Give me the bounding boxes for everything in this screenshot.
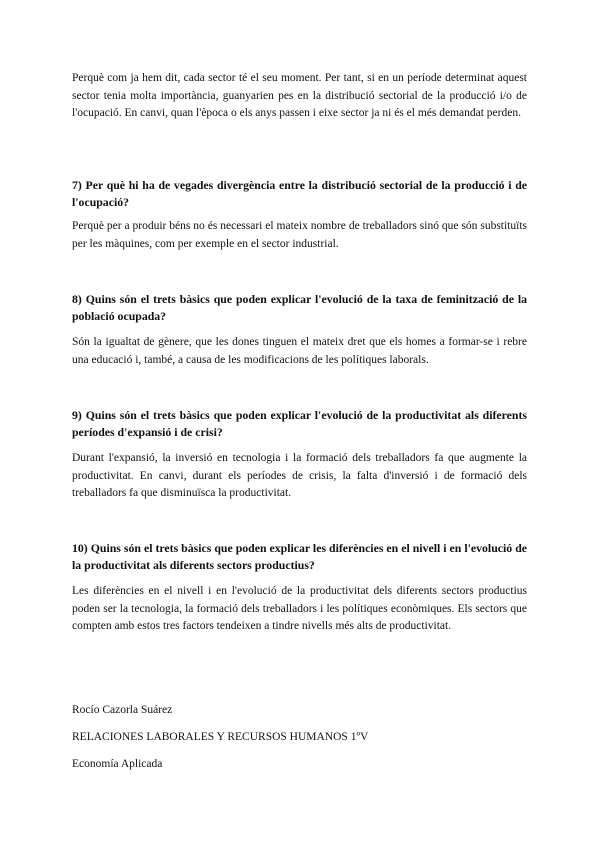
question-9-answer: Durant l'expansió, la inversió en tecnologia i la formació dels treballadors fa que augmente la productivitat. En canvi, durant els períodes de crisis, la falta d'inversió i de formació dels treballadors fa que disminuïsca la productivitat. [72, 452, 527, 499]
question-7-heading: 7) Per què hi ha de vegades divergència entre la distribució sectorial de la producció i de l'ocupació? [72, 178, 527, 209]
author-name: Rocío Cazorla Suárez [72, 704, 173, 716]
intro-answer-paragraph: Perquè com ja hem dit, cada sector té el seu moment. Per tant, si en un període determinat aquest sector tenia molta importància, guanyarien pes en la distribució sectorial de la producció i/o de l'ocupació. En canvi, quan l'època o els anys passen i eixe sector ja ni és el més demandat perden. [72, 72, 527, 119]
question-7-answer: Perquè per a produir béns no és necessari el mateix nombre de treballadors sinó que són substituïts per les màquines, com per exemple en el sector industrial. [72, 220, 527, 250]
question-8-heading: 8) Quins són el trets bàsics que poden explicar l'evolució de la taxa de feminització de la població ocupada? [72, 292, 527, 323]
question-8-answer: Són la igualtat de gènere, que les dones tinguen el mateix dret que els homes a formar-se i rebre una educació i, també, a causa de les modificacions de les polítiques laborals. [72, 336, 527, 366]
question-9-heading: 9) Quins són el trets bàsics que poden explicar l'evolució de la productivitat als diferents períodes d'expansió i de crisi? [72, 408, 527, 439]
subject-name: Economía Aplicada [72, 758, 163, 770]
question-10-answer: Les diferències en el nivell i en l'evolució de la productivitat dels diferents sectors productius poden ser la tecnologia, la formació dels treballadors i les polítiques econòmiques. Els sectors que compten amb estos tres factors tendeixen a tindre nivells més alts de productivitat. [72, 585, 527, 632]
course-name: RELACIONES LABORALES Y RECURSOS HUMANOS 1ºV [72, 731, 369, 743]
question-10-heading: 10) Quins són el trets bàsics que poden explicar les diferències en el nivell i en l'evolució de la productivitat als diferents sectors productius? [72, 541, 527, 572]
